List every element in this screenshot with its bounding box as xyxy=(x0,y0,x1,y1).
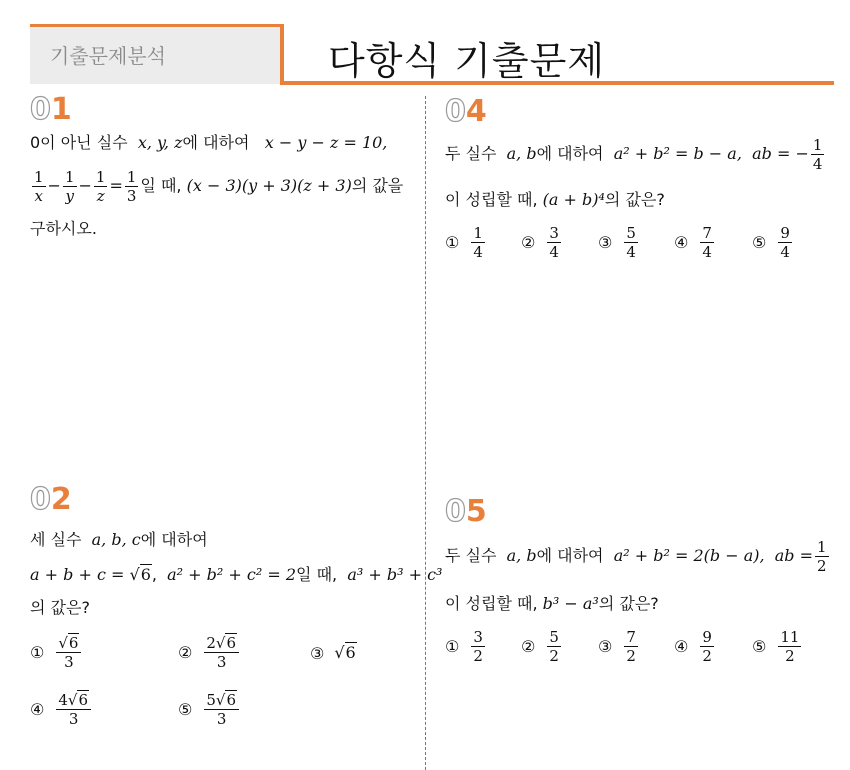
problem-01-line-1: 0이 아닌 실수 x, y, z에 대하여 x − y − z = 10, xyxy=(30,133,388,152)
problem-04-line-2: 이 성립할 때, (a + b)⁴의 값은? xyxy=(445,190,665,209)
problem-05-option-2[interactable]: ② $\frac{5}{2}$ xyxy=(521,628,559,665)
problem-02-option-2[interactable]: ② $\frac{2√6}{3}$ xyxy=(178,634,241,671)
problem-05-option-3[interactable]: ③ $\frac{7}{2}$ xyxy=(598,628,636,665)
column-divider xyxy=(425,96,426,770)
problem-02-option-1[interactable]: ① $\frac{√6}{3}$ xyxy=(30,634,83,671)
header-subtitle: 기출문제분석 xyxy=(50,44,166,68)
problem-number-04: 04 xyxy=(445,94,487,129)
header-accent-top xyxy=(30,24,282,27)
problem-01-line-3: 구하시오. xyxy=(30,219,97,238)
problem-04-line-1: 두 실수 a, b에 대하여 a² + b² = b − a, ab = − $\frac{1}{4}$ xyxy=(445,136,823,173)
problem-02-option-4[interactable]: ④ $\frac{4√6}{3}$ xyxy=(30,691,93,728)
problem-04-option-4[interactable]: ④ $\frac{7}{4}$ xyxy=(674,224,712,261)
problem-02-line-1: 세 실수 a, b, c에 대하여 xyxy=(30,530,208,549)
problem-04-option-3[interactable]: ③ $\frac{5}{4}$ xyxy=(598,224,636,261)
problem-05-line-1: 두 실수 a, b에 대하여 a² + b² = 2(b − a), ab = $\frac{1}{2}$ xyxy=(445,538,827,575)
problem-04-option-1[interactable]: ① $\frac{1}{4}$ xyxy=(445,224,483,261)
problem-02-line-3: 의 값은? xyxy=(30,598,90,617)
problem-05-option-1[interactable]: ① $\frac{3}{2}$ xyxy=(445,628,483,665)
problem-04-option-5[interactable]: ⑤ $\frac{9}{4}$ xyxy=(752,224,790,261)
page-title: 다항식 기출문제 xyxy=(328,39,606,83)
header-accent-right xyxy=(280,24,284,84)
problem-05-option-4[interactable]: ④ $\frac{9}{2}$ xyxy=(674,628,712,665)
problem-02-line-2: a + b + c = √6, a² + b² + c² = 2일 때, a³ + b³ + c³ xyxy=(30,565,443,584)
problem-02-option-3[interactable]: ③ √6 xyxy=(310,643,356,663)
problem-number-01: 01 xyxy=(30,92,72,127)
problem-04-option-2[interactable]: ② $\frac{3}{4}$ xyxy=(521,224,559,261)
problem-05-option-5[interactable]: ⑤ $\frac{11}{2}$ xyxy=(752,628,800,665)
problem-02-option-5[interactable]: ⑤ $\frac{5√6}{3}$ xyxy=(178,691,241,728)
problem-number-05: 05 xyxy=(445,494,487,529)
problem-05-line-2: 이 성립할 때, b³ − a³의 값은? xyxy=(445,594,659,613)
problem-01-line-2: $\frac{1}{x}$ − $\frac{1}{y}$ − $\frac{1}{z}$ = $\frac{1}{3}$ 일 때, (x − 3)(y + 3)(z + 3)의 값을 xyxy=(34,168,404,205)
problem-number-02: 02 xyxy=(30,482,72,517)
